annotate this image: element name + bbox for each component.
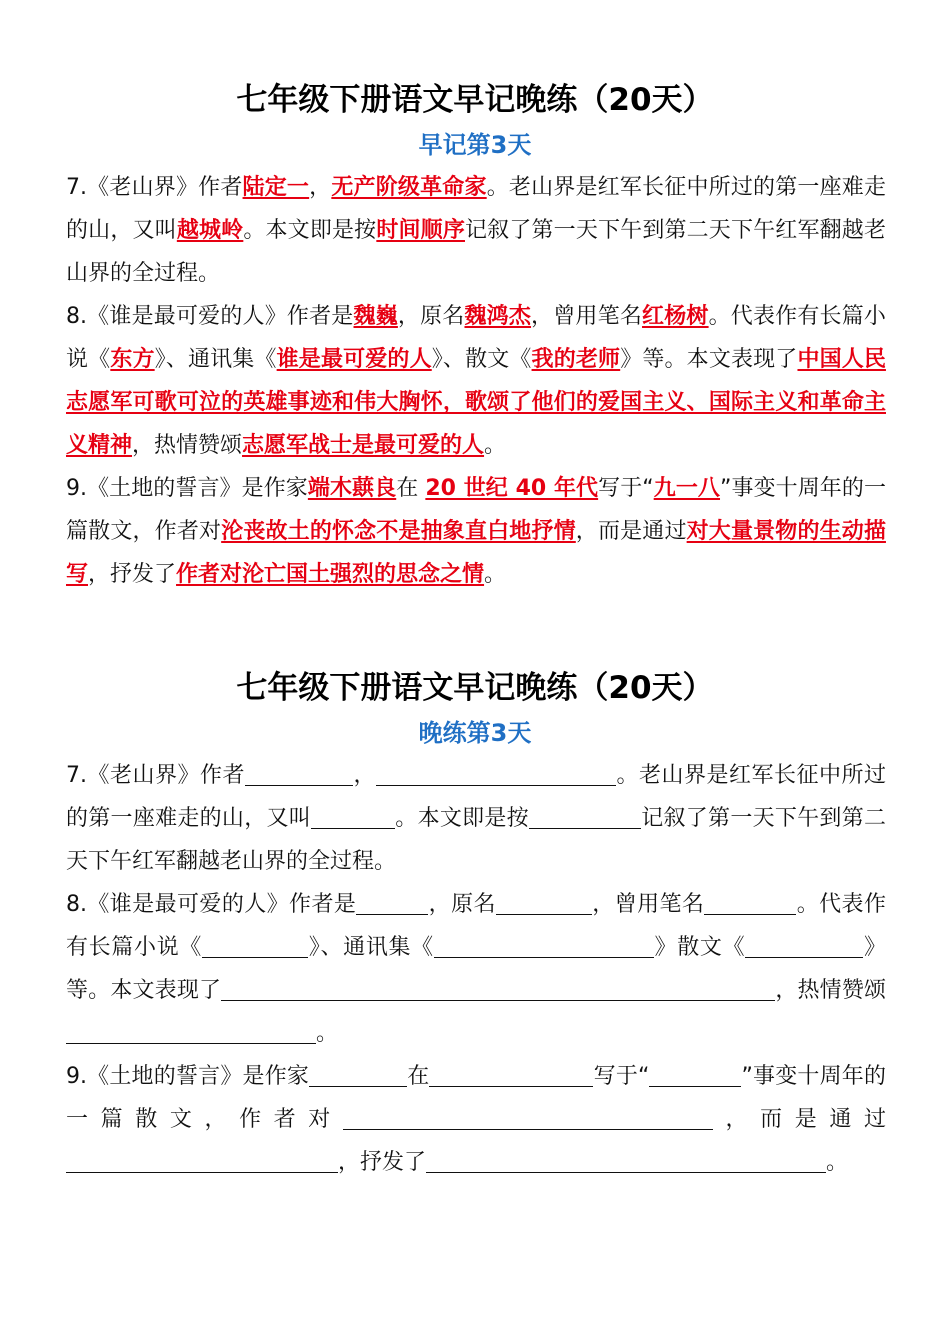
q8-answer-praise: 志愿军战士是最可爱的人 xyxy=(242,433,485,458)
q9-text: ”事变十周年的一篇散文，作者对 xyxy=(66,1064,886,1132)
q8-text: ，曾用笔名 xyxy=(531,304,643,329)
answer-blank[interactable] xyxy=(311,804,395,829)
answer-blank[interactable] xyxy=(426,1148,826,1173)
answer-blank[interactable] xyxy=(221,976,641,1001)
q7-text: 。老山界是红军长征中所过的第一座难走的山，又叫 xyxy=(66,175,886,243)
evening-section xyxy=(0,668,950,1184)
q8-answer-pen-name: 红杨树 xyxy=(642,304,709,329)
answer-blank[interactable] xyxy=(376,761,616,786)
q8-text: 8.《谁是最可爱的人》作者是 xyxy=(66,892,357,917)
q8-text: 。 xyxy=(484,433,507,458)
q9-text: ，抒发了 xyxy=(88,562,177,587)
question-9-blank xyxy=(66,1055,886,1184)
answer-blank[interactable] xyxy=(641,976,775,1001)
q9-answer-event: 九一八 xyxy=(653,476,721,501)
q7-text: 7.《老山界》作者 xyxy=(66,175,243,200)
question-9 xyxy=(66,467,886,596)
section-subtitle: 晚练第3天 xyxy=(418,719,532,747)
q9-answer-era: 20 世纪 40 年代 xyxy=(425,476,599,501)
answer-blank[interactable] xyxy=(649,1062,741,1087)
q9-answer-method: 对大量景物的生动描写 xyxy=(66,519,886,587)
q8-text: 》散文《 xyxy=(653,935,746,960)
answer-blank[interactable] xyxy=(496,890,592,915)
q8-text: 8.《谁是最可爱的人》作者是 xyxy=(66,304,354,329)
answer-blank[interactable] xyxy=(202,933,308,958)
morning-section xyxy=(0,80,950,596)
answer-blank[interactable] xyxy=(745,933,863,958)
q9-text: 写于“ xyxy=(598,476,654,501)
q8-text: ，热情赞颂 xyxy=(775,978,886,1003)
answer-blank[interactable] xyxy=(66,1019,316,1044)
q8-text: ，原名 xyxy=(428,892,496,917)
answer-blank[interactable] xyxy=(245,761,353,786)
q8-text: ，热情赞颂 xyxy=(132,433,243,458)
q8-text: 。代表作有长篇小说《 xyxy=(66,304,886,372)
q8-text: 。 xyxy=(316,1021,339,1046)
q7-text: ， xyxy=(309,175,332,200)
q7-text: 。本文即是按 xyxy=(243,218,377,243)
q7-answer-author: 陆定一 xyxy=(242,175,310,200)
answer-blank[interactable] xyxy=(66,1148,338,1173)
question-8 xyxy=(66,295,886,467)
q7-text: 。本文即是按 xyxy=(395,806,529,831)
q7-answer-identity: 无产阶级革命家 xyxy=(331,175,487,200)
q7-answer-order: 时间顺序 xyxy=(376,218,465,243)
q8-text: 》、散文《 xyxy=(431,347,532,372)
q8-text: 》、通讯集《 xyxy=(308,935,434,960)
q7-text: ， xyxy=(352,763,376,788)
q8-text: 》等。本文表现了 xyxy=(66,935,886,1003)
q9-text: 在 xyxy=(407,1064,430,1089)
q9-text: 在 xyxy=(396,476,426,501)
q9-text: 9.《土地的誓言》是作家 xyxy=(66,1064,310,1089)
answer-blank[interactable] xyxy=(704,890,796,915)
q8-text: ，原名 xyxy=(397,304,465,329)
section-subtitle: 早记第3天 xyxy=(418,131,532,159)
answer-blank[interactable] xyxy=(529,804,641,829)
q9-text: 。 xyxy=(826,1150,849,1175)
answer-blank[interactable] xyxy=(356,890,428,915)
q9-text: 9.《土地的誓言》是作家 xyxy=(66,476,308,501)
q8-answer-author: 魏巍 xyxy=(353,304,398,329)
q8-answer-collection: 谁是最可爱的人 xyxy=(276,347,432,372)
q8-answer-essay: 我的老师 xyxy=(531,347,621,372)
question-8-blank xyxy=(66,883,886,1055)
q9-answer-emotion: 沦丧故土的怀念不是抽象直白地抒情 xyxy=(221,519,576,544)
q9-text: 。 xyxy=(484,562,507,587)
q9-text: 写于“ xyxy=(593,1064,650,1089)
page-title: 七年级下册语文早记晚练（20天） xyxy=(236,670,714,706)
q9-text: ，而是通过 xyxy=(575,519,687,544)
page-title: 七年级下册语文早记晚练（20天） xyxy=(236,82,714,118)
q7-text: 。老山界是红军长征中所过的第一座难走的山，又叫 xyxy=(66,763,886,831)
q7-text: 记叙了第一天下午到第二天下午红军翻越老山界的全过程。 xyxy=(66,806,886,874)
q9-text: ”事变十周年的一篇散文，作者对 xyxy=(66,476,886,544)
question-7-blank xyxy=(66,754,886,883)
answer-blank[interactable] xyxy=(309,1062,407,1087)
q9-answer-author: 端木蕻良 xyxy=(307,476,397,501)
q8-answer-novel: 东方 xyxy=(110,347,155,372)
question-7 xyxy=(66,166,886,295)
q8-text: 》等。本文表现了 xyxy=(620,347,798,372)
q9-answer-feeling: 作者对沦亡国土强烈的思念之情 xyxy=(176,562,485,587)
q8-text: 》、通讯集《 xyxy=(154,347,277,372)
q8-answer-original-name: 魏鸿杰 xyxy=(464,304,532,329)
q7-text: 记叙了第一天下午到第二天下午红军翻越老山界的全过程。 xyxy=(66,218,886,286)
answer-blank[interactable] xyxy=(434,933,654,958)
q9-text: ，而是通过 xyxy=(712,1107,886,1132)
q8-text: 。代表作有长篇小说《 xyxy=(66,892,886,960)
answer-blank[interactable] xyxy=(343,1105,713,1130)
q8-answer-theme: 中国人民志愿军可歌可泣的英雄事迹和伟大胸怀，歌颂了他们的爱国主义、国际主义和革命主义精神 xyxy=(66,347,886,458)
q7-answer-mountain: 越城岭 xyxy=(176,218,244,243)
answer-blank[interactable] xyxy=(429,1062,593,1087)
q7-text: 7.《老山界》作者 xyxy=(66,763,245,788)
q9-text: ，抒发了 xyxy=(338,1150,427,1175)
q8-text: ，曾用笔名 xyxy=(591,892,705,917)
